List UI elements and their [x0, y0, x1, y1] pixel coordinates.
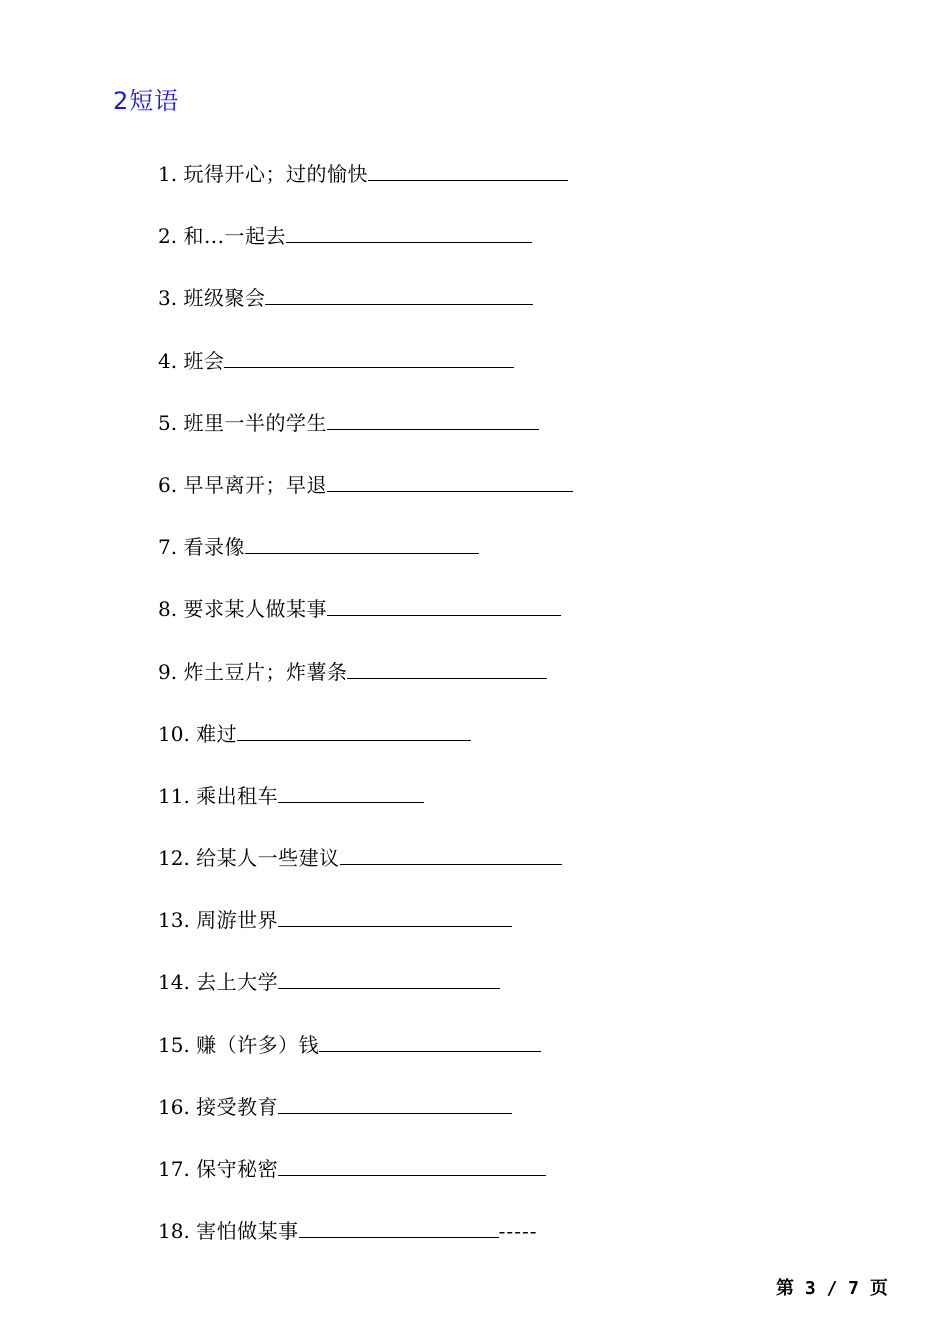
item-text: 玩得开心；过的愉快 [183, 162, 368, 186]
answer-blank[interactable] [265, 282, 533, 305]
item-number: 16. [158, 1094, 190, 1119]
answer-blank[interactable] [245, 531, 479, 554]
answer-blank[interactable] [319, 1029, 541, 1052]
item-number: 18. [158, 1219, 190, 1244]
list-item [158, 780, 573, 842]
list-item [158, 282, 573, 344]
list-item [158, 1091, 573, 1153]
list-item [158, 220, 573, 282]
item-number: 17. [158, 1157, 190, 1181]
answer-blank[interactable] [327, 469, 573, 492]
list-item [158, 345, 573, 407]
answer-blank[interactable] [278, 966, 500, 989]
list-item [158, 1153, 573, 1215]
item-text: 和...一起去 [183, 224, 287, 249]
list-item [158, 531, 573, 593]
answer-blank[interactable] [278, 780, 424, 803]
item-number: 3. [158, 286, 178, 311]
item-text: 难过 [196, 721, 238, 746]
item-text: 去上大学 [196, 970, 279, 995]
item-number: 13. [158, 908, 190, 933]
list-item [158, 593, 573, 655]
list-item [158, 1029, 573, 1091]
item-text: 班会 [183, 348, 225, 373]
list-item [158, 842, 573, 904]
answer-blank[interactable] [237, 718, 471, 741]
answer-blank[interactable] [327, 593, 561, 616]
page-number: 第 3 / 7 页 [776, 1278, 888, 1299]
list-item [158, 718, 573, 780]
item-number: 12. [158, 846, 190, 871]
item-number: 5. [158, 410, 178, 435]
item-number: 4. [158, 348, 178, 373]
list-item [158, 407, 573, 469]
answer-blank[interactable] [278, 1091, 512, 1114]
answer-blank[interactable] [286, 220, 532, 243]
item-number: 14. [158, 970, 190, 995]
item-text: 班里一半的学生 [183, 410, 327, 435]
item-number: 6. [158, 472, 178, 497]
item-text: 乘出租车 [196, 783, 279, 808]
list-item [158, 158, 573, 220]
phrase-list [158, 158, 573, 1277]
answer-blank[interactable] [299, 1215, 499, 1238]
item-text: 班级聚会 [183, 286, 266, 311]
item-text: 害怕做某事 [196, 1219, 299, 1244]
item-text: 炸土豆片；炸薯条 [183, 659, 348, 684]
section-title: 2短语 [113, 87, 180, 115]
item-text: 保守秘密 [196, 1157, 279, 1181]
item-text: 周游世界 [196, 908, 279, 933]
list-item [158, 469, 573, 531]
item-number: 15. [158, 1032, 190, 1057]
list-item [158, 656, 573, 718]
item-number: 11. [158, 783, 190, 808]
answer-blank[interactable] [224, 345, 514, 368]
item-number: 1. [158, 162, 178, 186]
answer-blank[interactable] [327, 407, 539, 430]
item-text: 接受教育 [196, 1094, 279, 1119]
list-item [158, 904, 573, 966]
item-text: 早早离开；早退 [183, 472, 327, 497]
answer-blank[interactable] [347, 656, 547, 679]
item-text: 看录像 [183, 535, 245, 560]
item-number: 9. [158, 659, 178, 684]
answer-blank[interactable] [368, 158, 568, 181]
item-number: 10. [158, 721, 190, 746]
item-text: 赚（许多）钱 [196, 1032, 320, 1057]
answer-blank[interactable] [278, 904, 512, 927]
list-item [158, 1215, 573, 1277]
item-text: 给某人一些建议 [196, 846, 340, 871]
answer-blank[interactable] [278, 1153, 546, 1176]
item-number: 8. [158, 597, 178, 622]
item-number: 7. [158, 535, 178, 560]
item-text: 要求某人做某事 [183, 597, 327, 622]
answer-blank[interactable] [340, 842, 562, 865]
item-tail: ----- [498, 1219, 538, 1244]
item-number: 2. [158, 224, 178, 249]
list-item [158, 966, 573, 1028]
